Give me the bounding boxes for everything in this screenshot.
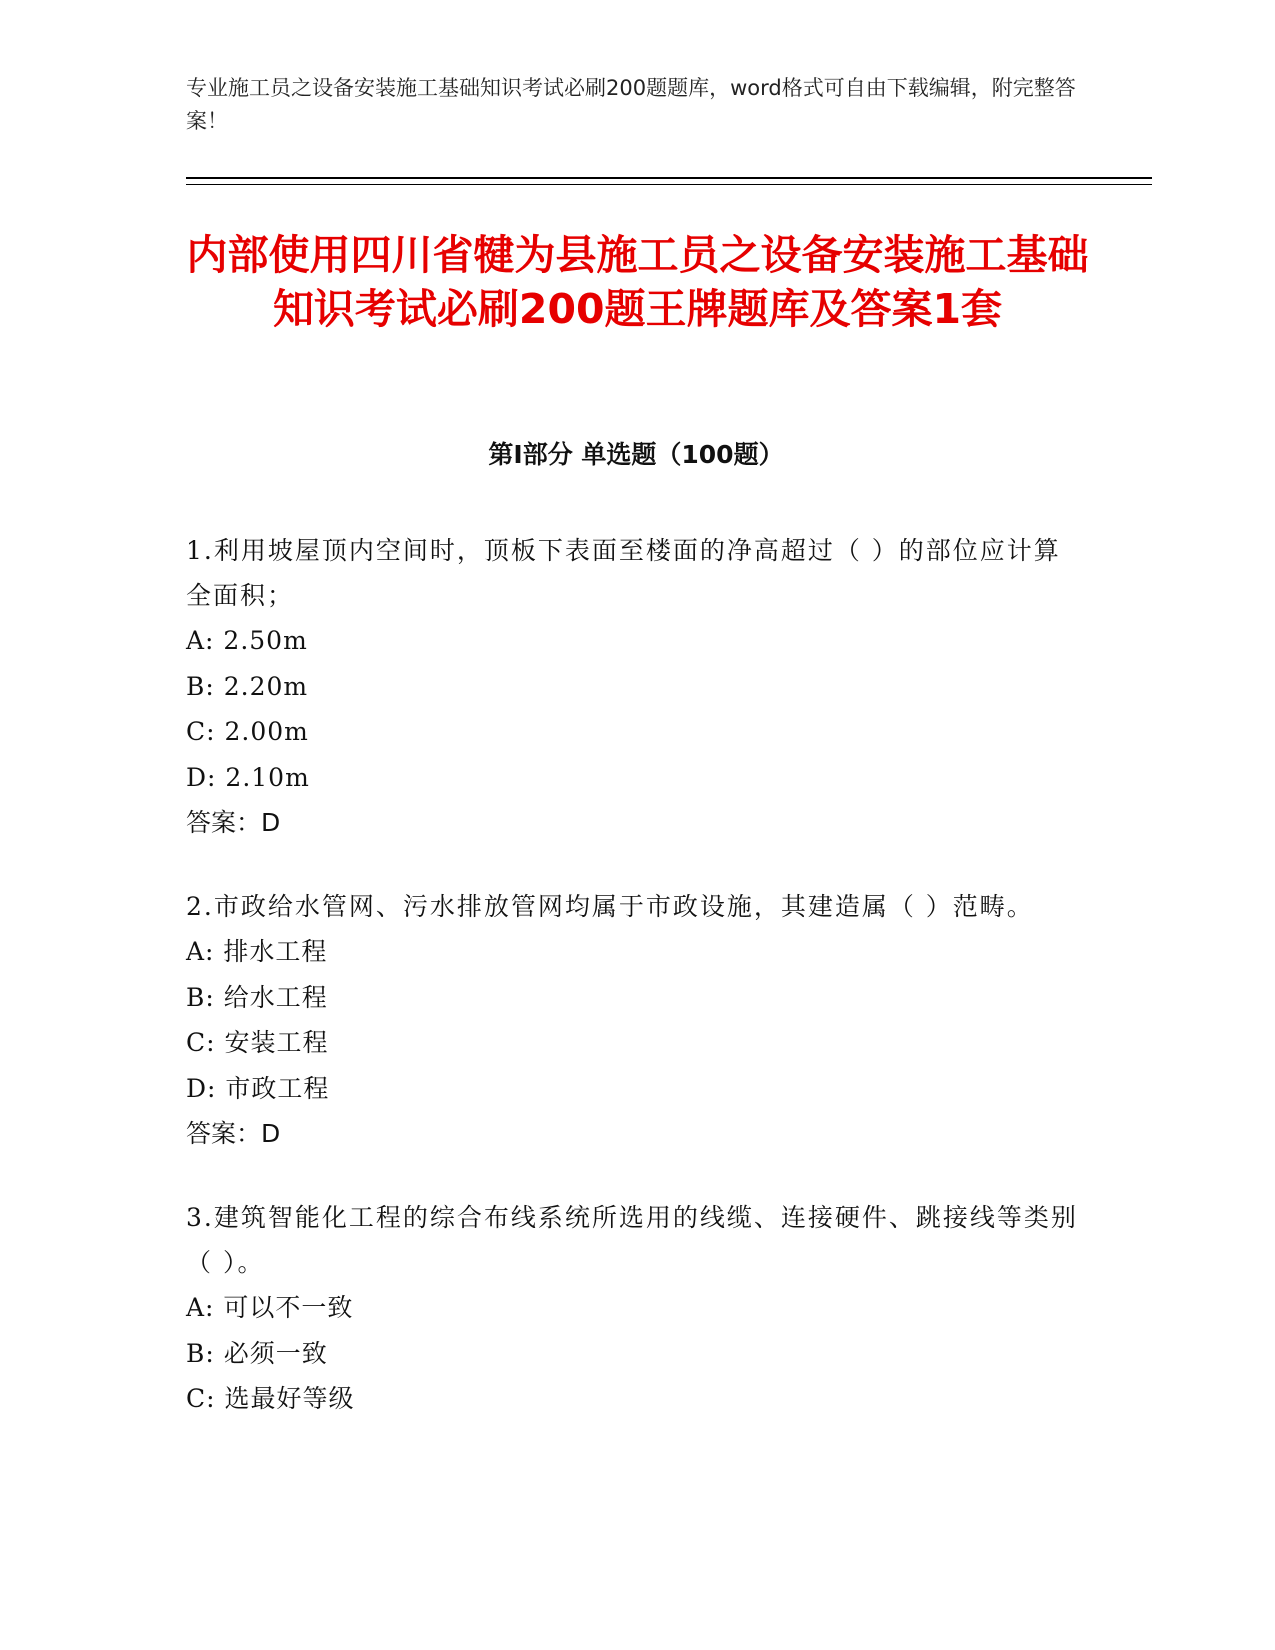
option-b: B: 给水工程 [186, 982, 328, 1012]
option-d: D: 市政工程 [186, 1073, 330, 1103]
question-list [186, 528, 1086, 1461]
option-a: A: 2.50m [186, 626, 308, 655]
answer-line: 答案：D [186, 808, 281, 837]
section-heading: 第Ⅰ部分 单选题（100题） [488, 440, 784, 469]
question-stem: 2.市政给水管网、污水排放管网均属于市政设施，其建造属（ ）范畴。 [186, 892, 1034, 921]
header-note: 专业施工员之设备安装施工基础知识考试必刷200题题库，word格式可自由下载编辑，附完整答案！ [186, 76, 1076, 133]
option-b: B: 必须一致 [186, 1338, 328, 1368]
option-a: A: 可以不一致 [186, 1293, 354, 1322]
question-stem: 3.建筑智能化工程的综合布线系统所选用的线缆、连接硬件、跳接线等类别（ ）。 [186, 1203, 1078, 1277]
option-c: C: 选最好等级 [186, 1384, 355, 1413]
option-a: A: 排水工程 [186, 937, 328, 966]
option-c: C: 2.00m [186, 717, 309, 746]
option-b: B: 2.20m [186, 671, 309, 701]
header-divider-thin [186, 184, 1152, 185]
question-1 [186, 528, 1086, 845]
header-divider-thick [186, 177, 1152, 179]
answer-line: 答案：D [186, 1119, 281, 1148]
document-title: 内部使用四川省犍为县施工员之设备安装施工基础知识考试必刷200题王牌题库及答案1套 [186, 231, 1089, 333]
question-2 [186, 884, 1086, 1156]
question-3 [186, 1195, 1086, 1422]
option-d: D: 2.10m [186, 762, 310, 792]
option-c: C: 安装工程 [186, 1028, 329, 1057]
question-stem: 1.利用坡屋顶内空间时，顶板下表面至楼面的净高超过（ ）的部位应计算全面积； [186, 536, 1061, 610]
